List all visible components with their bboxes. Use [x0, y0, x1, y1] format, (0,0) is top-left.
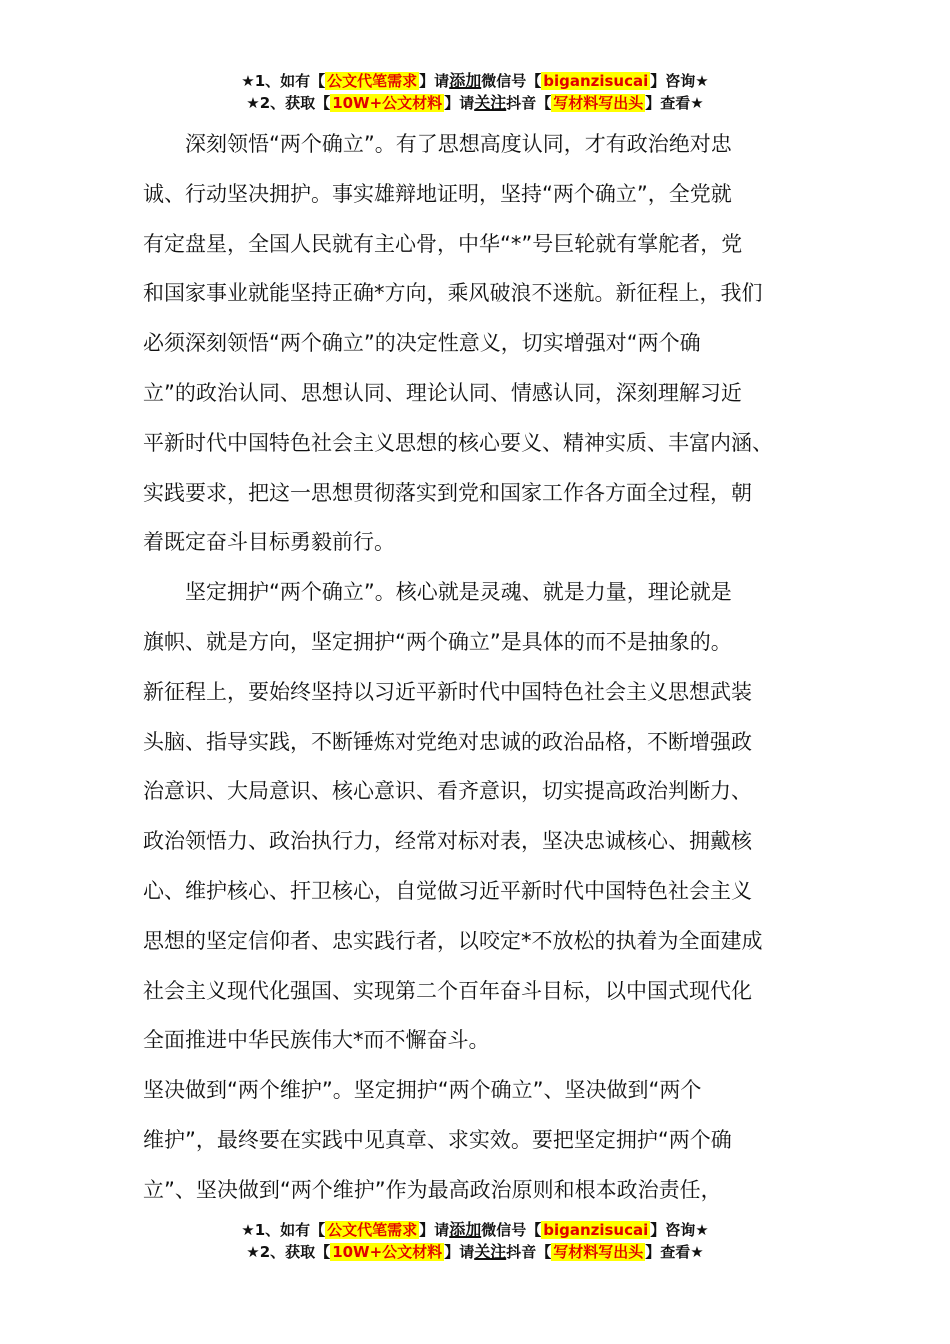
highlight-tag: 公文代笔需求 [327, 72, 418, 90]
body-line: 全面推进中华民族伟大*而不懈奋斗。 [143, 1028, 490, 1053]
body-line: 诚、行动坚决拥护。事实雄辩地证明，坚持“两个确立”，全党就 [143, 181, 732, 206]
highlight-tag: 公文代笔需求 [327, 1221, 418, 1239]
body-line: 立”的政治认同、思想认同、理论认同、情感认同，深刻理解习近 [143, 380, 742, 405]
banner-text: 】查看★ [645, 94, 704, 112]
body-line: 社会主义现代化强国、实现第二个百年奋斗目标，以中国式现代化 [143, 978, 752, 1003]
banner-text: ★1、如有【 [241, 72, 326, 90]
body-line: 和国家事业就能坚持正确*方向，乘风破浪不迷航。新征程上，我们 [143, 281, 763, 306]
body-line: 旗帜、就是方向，坚定拥护“两个确立”是具体的而不是抽象的。 [143, 629, 732, 654]
body-line: 必须深刻领悟“两个确立”的决定性意义，切实增强对“两个确 [143, 331, 701, 356]
body-line: 实践要求，把这一思想贯彻落实到党和国家工作各方面全过程，朝 [143, 480, 752, 505]
body-line: 有定盘星，全国人民就有主心骨，中华“*”号巨轮就有掌舵者，党 [143, 231, 743, 256]
banner-text: 】请 [444, 94, 475, 112]
banner-text: 微信号【 [481, 1221, 542, 1239]
body-line: 头脑、指导实践，不断锤炼对党绝对忠诚的政治品格，不断增强政 [143, 729, 752, 754]
highlight-tag: 写材料写出头 [553, 94, 644, 112]
highlight-tag: biganzisucai [543, 1221, 649, 1239]
banner-text: 】咨询★ [650, 1221, 709, 1239]
body-line: 新征程上，要始终坚持以习近平新时代中国特色社会主义思想武装 [143, 679, 752, 704]
emphasis-text: 添加 [449, 71, 482, 90]
body-line: 着既定奋斗目标勇毅前行。 [143, 530, 395, 555]
banner-text: ★2、获取【 [246, 1243, 331, 1261]
body-line: 平新时代中国特色社会主义思想的核心要义、精神实质、丰富内涵、 [143, 430, 773, 455]
banner-line-2 [0, 1241, 950, 1263]
body-line: 坚定拥护“两个确立”。核心就是灵魂、就是力量，理论就是 [143, 580, 732, 605]
body-line: 思想的坚定信仰者、忠实践行者，以咬定*不放松的执着为全面建成 [143, 928, 763, 953]
banner-text: 】请 [444, 1243, 475, 1261]
banner-text: 抖音【 [506, 1243, 552, 1261]
banner-text: 】咨询★ [650, 72, 709, 90]
banner-line-1 [0, 1219, 950, 1241]
body-line: 坚决做到“两个维护”。坚定拥护“两个确立”、坚决做到“两个 [143, 1078, 702, 1103]
banner-text: 】请 [419, 72, 450, 90]
body-line: 深刻领悟“两个确立”。有了思想高度认同，才有政治绝对忠 [143, 132, 732, 156]
emphasis-text: 关注 [474, 1242, 507, 1261]
body-line: 立”、坚决做到“两个维护”作为最高政治原则和根本政治责任， [143, 1177, 722, 1202]
banner-line-1 [0, 70, 950, 92]
body-line: 政治领悟力、政治执行力，经常对标对表，坚决忠诚核心、拥戴核 [143, 829, 752, 854]
header-banner [0, 70, 950, 114]
document-body [143, 120, 823, 1216]
highlight-tag: 写材料写出头 [553, 1243, 644, 1261]
banner-text: 】查看★ [645, 1243, 704, 1261]
highlight-tag: 10W+公文材料 [332, 94, 443, 112]
body-line: 心、维护核心、扞卫核心，自觉做习近平新时代中国特色社会主义 [143, 878, 752, 903]
highlight-tag: 10W+公文材料 [332, 1243, 443, 1261]
banner-text: ★1、如有【 [241, 1221, 326, 1239]
banner-text: 微信号【 [481, 72, 542, 90]
emphasis-text: 关注 [474, 93, 507, 112]
highlight-tag: biganzisucai [543, 72, 649, 90]
banner-line-2 [0, 92, 950, 114]
banner-text: 抖音【 [506, 94, 552, 112]
body-line: 维护”，最终要在实践中见真章、求实效。要把坚定拥护“两个确 [143, 1127, 732, 1152]
body-line: 治意识、大局意识、核心意识、看齐意识，切实提高政治判断力、 [143, 779, 752, 804]
banner-text: 】请 [419, 1221, 450, 1239]
footer-banner [0, 1219, 950, 1263]
banner-text: ★2、获取【 [246, 94, 331, 112]
emphasis-text: 添加 [449, 1220, 482, 1239]
